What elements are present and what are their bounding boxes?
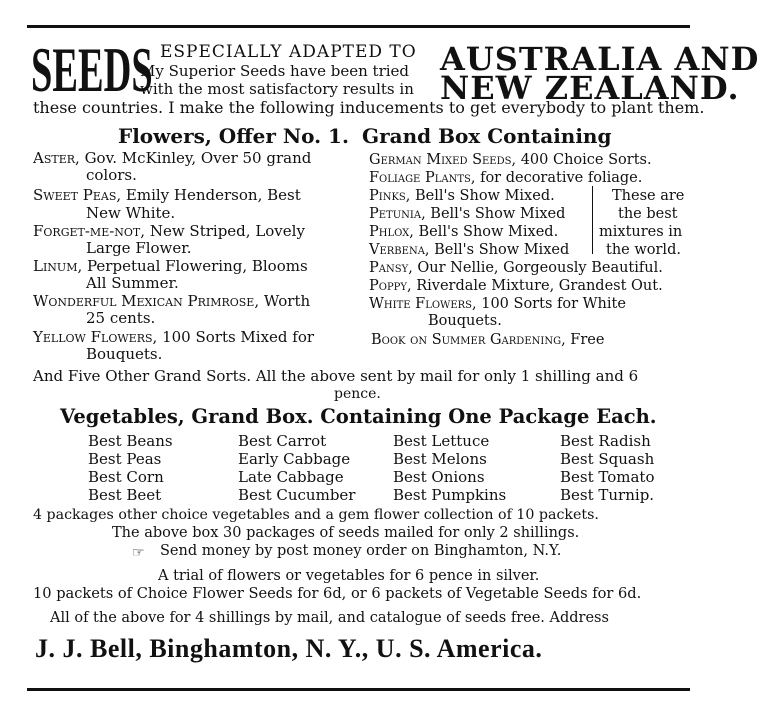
flower-item: German Mixed Seeds, 400 Choice Sorts. — [369, 152, 652, 168]
vegetables-heading: Vegetables, Grand Box. Containing One Package Each. — [60, 405, 657, 428]
vegetable-item: Best Beet — [88, 486, 162, 504]
vegetables-price-line: The above box 30 packages of seeds mailed for only 2 shillings. — [112, 525, 580, 541]
header-line1: My Superior Seeds have been tried — [140, 62, 410, 80]
flower-item: Petunia, Bell's Show Mixed — [369, 206, 566, 222]
flower-item: Linum, Perpetual Flowering, Blooms — [33, 257, 308, 275]
flower-item: Yellow Flowers, 100 Sorts Mixed for — [33, 328, 315, 346]
vegetable-item: Best Turnip. — [560, 486, 655, 504]
vegetable-item: Best Onions — [393, 468, 485, 486]
vegetable-item: Best Tomato — [560, 468, 655, 486]
vegetable-item: Best Corn — [88, 468, 164, 486]
vegetable-item: Best Squash — [560, 450, 655, 468]
flower-item: Bouquets. — [428, 313, 502, 329]
vegetable-item: Late Cabbage — [238, 468, 344, 486]
flower-item: Phlox, Bell's Show Mixed. — [369, 224, 559, 240]
vegetable-item: Best Peas — [88, 450, 162, 468]
grand-box-heading: Grand Box Containing — [362, 124, 612, 148]
seeds-title: SEEDS — [31, 34, 153, 105]
flower-item: New White. — [86, 204, 176, 222]
flower-item: All Summer. — [86, 274, 179, 292]
side-note-line: the best — [618, 206, 678, 222]
packets-line: 10 packets of Choice Flower Seeds for 6d, or 6 packets of Vegetable Seeds for 6d. — [33, 585, 642, 602]
header-line2: with the most satisfactory results in — [140, 80, 414, 98]
bracket-line — [592, 186, 593, 254]
flowers-offer-line: And Five Other Grand Sorts. All the above sent by mail for only 1 shilling and 6 — [33, 367, 639, 385]
flower-item: White Flowers, 100 Sorts for White — [369, 296, 626, 312]
flower-item: Wonderful Mexican Primrose, Worth — [33, 292, 311, 310]
flowers-offer-line2: pence. — [334, 386, 381, 402]
catalogue-line: All of the above for 4 shillings by mail, and catalogue of seeds free. Address — [50, 610, 609, 626]
intro-line: these countries. I make the following inducements to get everybody to plant them. — [33, 98, 705, 117]
flower-item: Sweet Peas, Emily Henderson, Best — [33, 186, 301, 204]
flower-item: Foliage Plants, for decorative foliage. — [369, 170, 643, 186]
vegetable-item: Best Lettuce — [393, 432, 490, 450]
side-note-line: These are — [612, 188, 685, 204]
flower-item: Verbena, Bell's Show Mixed — [369, 242, 570, 258]
bottom-rule — [27, 688, 690, 691]
flower-item: 25 cents. — [86, 309, 156, 327]
trial-line: A trial of flowers or vegetables for 6 pence in silver. — [158, 568, 540, 584]
flower-item: Large Flower. — [86, 239, 192, 257]
pointing-hand-icon: ☞ — [132, 545, 145, 561]
vegetable-item: Best Radish — [560, 432, 651, 450]
side-note-line: mixtures in — [599, 224, 683, 240]
flower-item: Forget-me-not, New Striped, Lovely — [33, 222, 305, 240]
flower-item: Poppy, Riverdale Mixture, Grandest Out. — [369, 278, 663, 294]
payment-line: Send money by post money order on Binghamton, N.Y. — [160, 543, 562, 559]
flower-item: Bouquets. — [86, 345, 163, 363]
flowers-heading: Flowers, Offer No. 1. — [118, 124, 349, 148]
vegetable-item: Best Beans — [88, 432, 173, 450]
flower-item: Book on Summer Gardening, Free — [371, 332, 605, 348]
especially-adapted: ESPECIALLY ADAPTED TO — [160, 42, 417, 62]
top-rule — [27, 25, 690, 28]
vegetables-extra-line: 4 packages other choice vegetables and a gem flower collection of 10 packets. — [33, 507, 599, 523]
vegetable-item: Best Carrot — [238, 432, 327, 450]
signature-address: J. J. Bell, Binghamton, N. Y., U. S. America. — [35, 634, 543, 663]
vegetable-item: Best Melons — [393, 450, 487, 468]
country-australia: AUSTRALIA AND — [440, 40, 759, 78]
flower-item: Pinks, Bell's Show Mixed. — [369, 188, 555, 204]
side-note-line: the world. — [606, 242, 681, 258]
flower-item: Aster, Gov. McKinley, Over 50 grand — [33, 149, 312, 167]
vegetable-item: Best Cucumber — [238, 486, 356, 504]
vegetable-item: Best Pumpkins — [393, 486, 507, 504]
flower-item: colors. — [86, 166, 137, 184]
flower-item: Pansy, Our Nellie, Gorgeously Beautiful. — [369, 260, 663, 276]
vegetable-item: Early Cabbage — [238, 450, 351, 468]
country-new-zealand: NEW ZEALAND. — [440, 69, 740, 107]
